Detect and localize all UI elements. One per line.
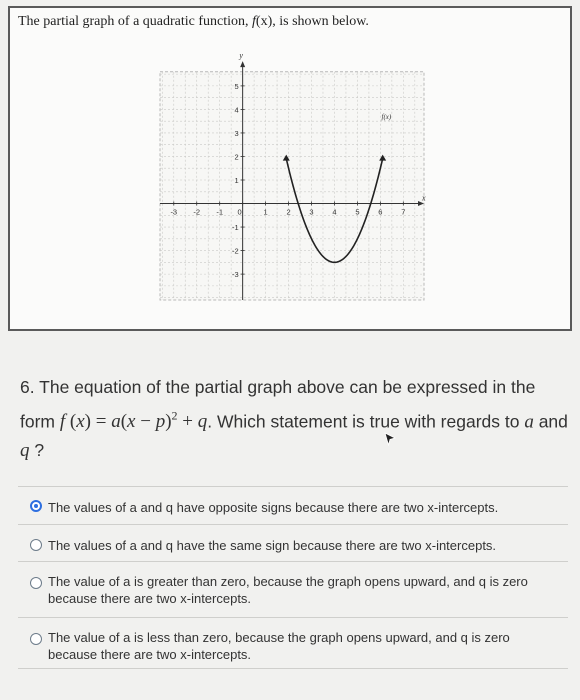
mouse-cursor-icon	[384, 432, 396, 446]
equation: f $(x) = a(x - p)^2 + q$	[59, 409, 208, 433]
option-1-label: The values of a and q have opposite signs because there are two x-intercepts.	[48, 500, 499, 515]
answer-option-2[interactable]	[18, 524, 568, 561]
x-tick-label: 4	[332, 207, 337, 217]
x-tick-label: -1	[216, 207, 224, 217]
x-tick-label: 0	[237, 207, 242, 217]
answer-option-1[interactable]	[18, 486, 568, 524]
radio-option-4[interactable]	[30, 633, 42, 645]
radio-option-3[interactable]	[30, 577, 42, 589]
x-tick-label: 6	[378, 207, 383, 217]
option-2-label: The values of a and q have the same sign because there are two x-intercepts.	[48, 538, 497, 553]
var-q: q	[20, 440, 30, 462]
option-3-label: The value of a is greater than zero, because the graph opens upward, and q is zero because there are two x-intercepts.	[48, 574, 528, 606]
var-a: a	[524, 411, 534, 433]
y-tick-label: 5	[234, 81, 239, 91]
radio-option-1[interactable]	[30, 500, 42, 512]
y-tick-label: 3	[234, 128, 239, 138]
answer-option-3[interactable]	[18, 561, 568, 617]
question-text: 6. The equation of the partial graph above can be expressed in the form f $(x) = a(x - p)^2 + q$. Which statement is true with regards to a and q ?	[20, 377, 568, 462]
y-tick-label: 4	[234, 105, 239, 115]
figure-panel	[8, 6, 572, 331]
x-tick-label: 3	[309, 207, 314, 217]
x-tick-label: 1	[263, 207, 268, 217]
figure-caption	[18, 14, 369, 30]
x-tick-label: 5	[355, 207, 360, 217]
y-tick-label: -1	[231, 223, 239, 233]
y-tick-label: -2	[231, 246, 239, 256]
quadratic-graph	[156, 48, 432, 308]
x-tick-label: 7	[401, 207, 406, 217]
answer-option-4[interactable]	[18, 617, 568, 669]
radio-option-2[interactable]	[30, 539, 42, 551]
y-tick-label: 1	[234, 176, 239, 185]
x-tick-label: -3	[170, 207, 178, 217]
answer-options	[18, 486, 568, 669]
x-axis-label: x	[422, 193, 426, 203]
y-tick-label: 2	[234, 152, 239, 162]
y-axis-label: y	[239, 51, 243, 61]
curve-label: f(x)	[381, 112, 392, 121]
caption-suffix: , is shown below.	[272, 14, 369, 29]
x-tick-label: -2	[193, 207, 201, 217]
y-tick-label: -3	[231, 270, 239, 280]
x-tick-label: 2	[286, 207, 291, 217]
caption-func: f	[252, 14, 256, 29]
grid-frame	[160, 72, 424, 300]
caption-arg: (x)	[255, 14, 273, 29]
caption-text: The partial graph of a quadratic function,	[18, 14, 253, 29]
y-axis-arrow	[240, 61, 245, 67]
option-4-label: The value of a is less than zero, because the graph opens upward, and q is zero because there are two x-intercepts.	[48, 630, 510, 662]
